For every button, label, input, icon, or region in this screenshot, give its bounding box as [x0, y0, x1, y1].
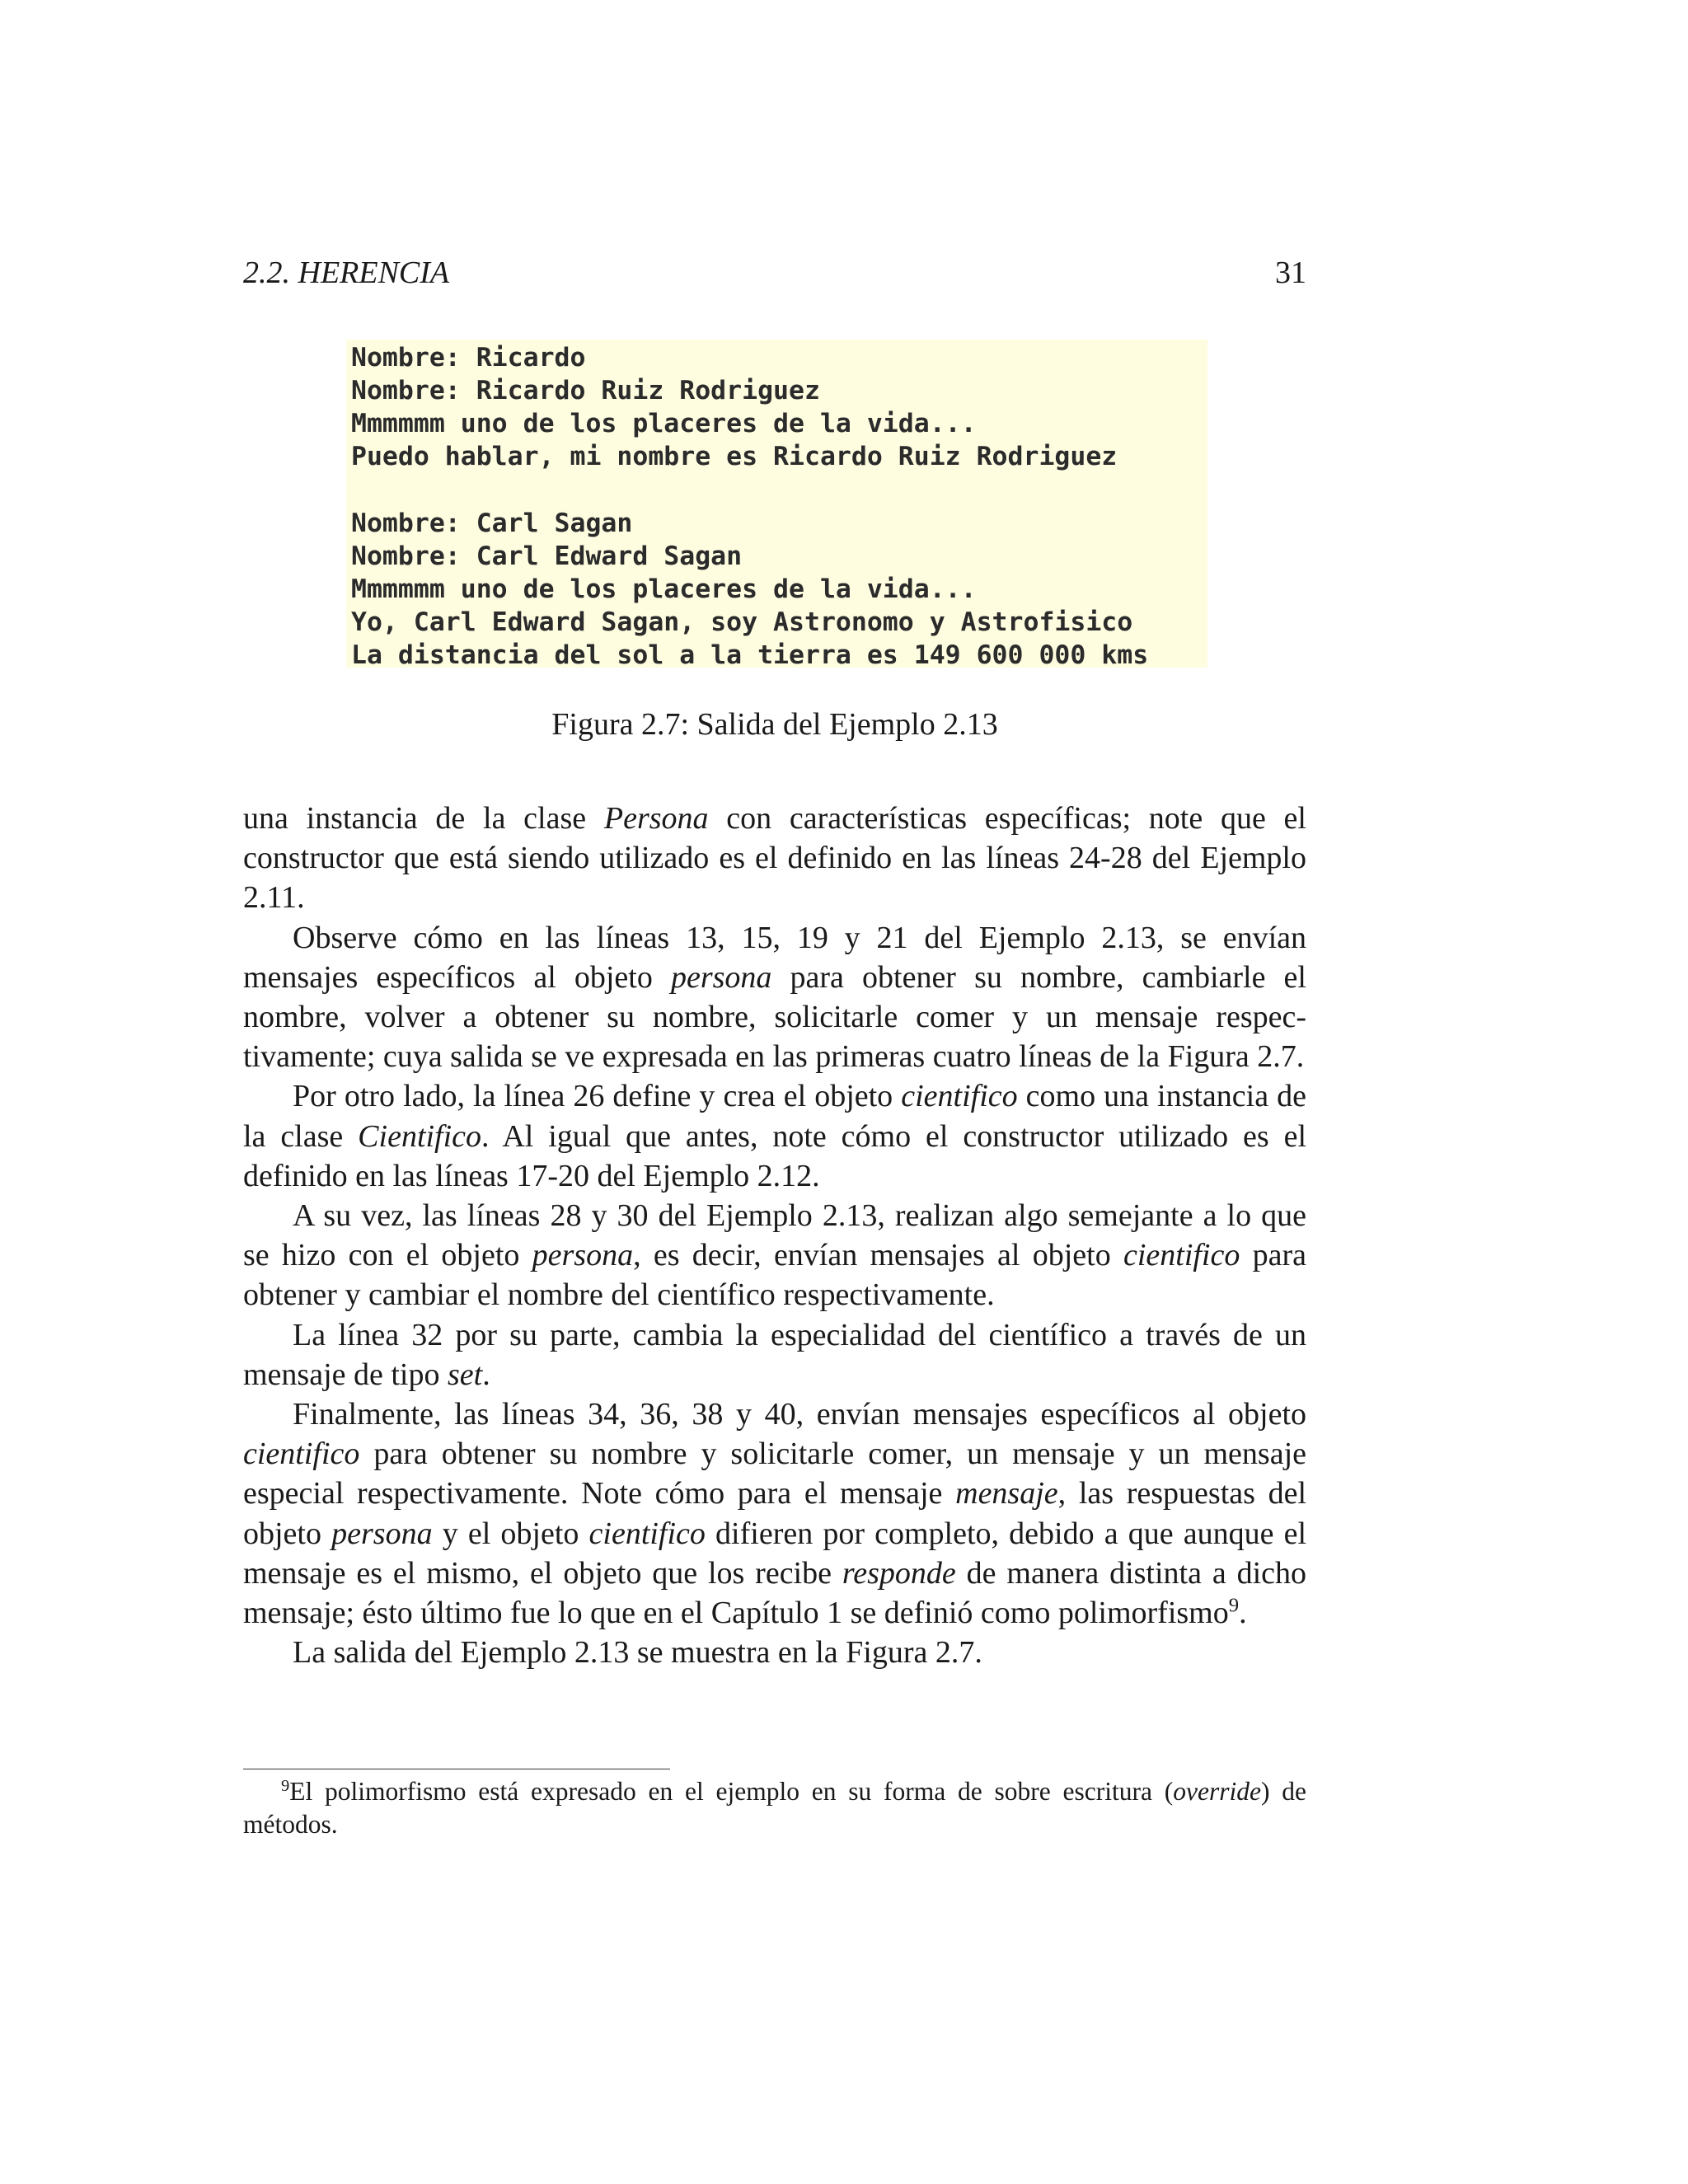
paragraph: Observe cómo en las líneas 13, 15, 19 y 21 del Ejemplo 2.13, se envían mensajes específicos al objeto persona para obtener su nombre, cambiarle el nombre, volver a obtener su nombre, solicitarle comer y un mensaje respectivamente; cuya salida se ve expresada en las primeras cuatro líneas de la Figura 2.7. [243, 920, 1306, 1075]
paragraph: La salida del Ejemplo 2.13 se muestra en la Figura 2.7. [293, 1635, 982, 1671]
footnote-marker[interactable]: 9 [1228, 1594, 1240, 1617]
footnote: $^9$El polimorfismo está expresado en el ejemplo en su forma de sobre escritura (override) de métodos. [243, 1776, 1306, 1839]
output-line: La distancia del sol a la tierra es 149 600 000 kms [351, 640, 1149, 670]
footnote-number: 9 [281, 1776, 290, 1795]
paragraph: una instancia de la clase Persona con características específicas; note que el constructor que está siendo utilizado es el definido en las líneas 24-28 del Ejemplo 2.11. [243, 801, 1306, 916]
output-line: Nombre: Ricardo Ruiz Rodriguez [351, 376, 820, 405]
paragraph: Finalmente, las líneas 34, 36, 38 y 40, envían mensajes específicos al objeto cientifico para obtener su nombre y solicitarle comer, un mensaje y un mensaje especial respectivamente. Note cómo para el mensaje mensaje, las respuestas del objeto persona y el objeto cientifico difieren por completo, debido a que aunque el mensaje es el mismo, el objeto que los recibe responde de manera distinta a dicho mensaje; ésto último fue lo que en el Capítulo 1 se definió como polimorfismo$^9$. [243, 1397, 1307, 1631]
output-line: Yo, Carl Edward Sagan, soy Astronomo y Astrofisico [351, 607, 1133, 637]
paragraph: Por otro lado, la línea 26 define y crea el objeto cientifico como una instancia de la clase Cientifico. Al igual que antes, note cómo el constructor utilizado es el definido en las líneas 17-20 del Ejemplo 2.12. [243, 1079, 1306, 1193]
running-header [243, 252, 1306, 293]
section-title: 2.2. HERENCIA [243, 255, 450, 290]
output-line: Nombre: Carl Edward Sagan [351, 541, 743, 571]
page-number: 31 [1275, 255, 1306, 290]
output-line: Puedo hablar, mi nombre es Ricardo Ruiz Rodriguez [351, 442, 1118, 471]
body-text [243, 799, 1306, 1672]
program-output-figure [346, 340, 1207, 668]
output-line: Mmmmmm uno de los placeres de la vida... [351, 409, 977, 438]
paragraph: La línea 32 por su parte, cambia la especialidad del científico a través de un mensaje de tipo set. [243, 1317, 1306, 1392]
paragraph: A su vez, las líneas 28 y 30 del Ejemplo 2.13, realizan algo semejante a lo que se hizo con el objeto persona, es decir, envían mensajes al objeto cientifico para obtener y cambiar el nombre del científico respectivamente. [243, 1198, 1307, 1313]
output-line: Mmmmmm uno de los placeres de la vida... [351, 574, 977, 604]
output-line: Nombre: Ricardo [351, 343, 586, 373]
figure-caption: Figura 2.7: Salida del Ejemplo 2.13 [551, 707, 998, 742]
output-line: Nombre: Carl Sagan [351, 509, 633, 538]
